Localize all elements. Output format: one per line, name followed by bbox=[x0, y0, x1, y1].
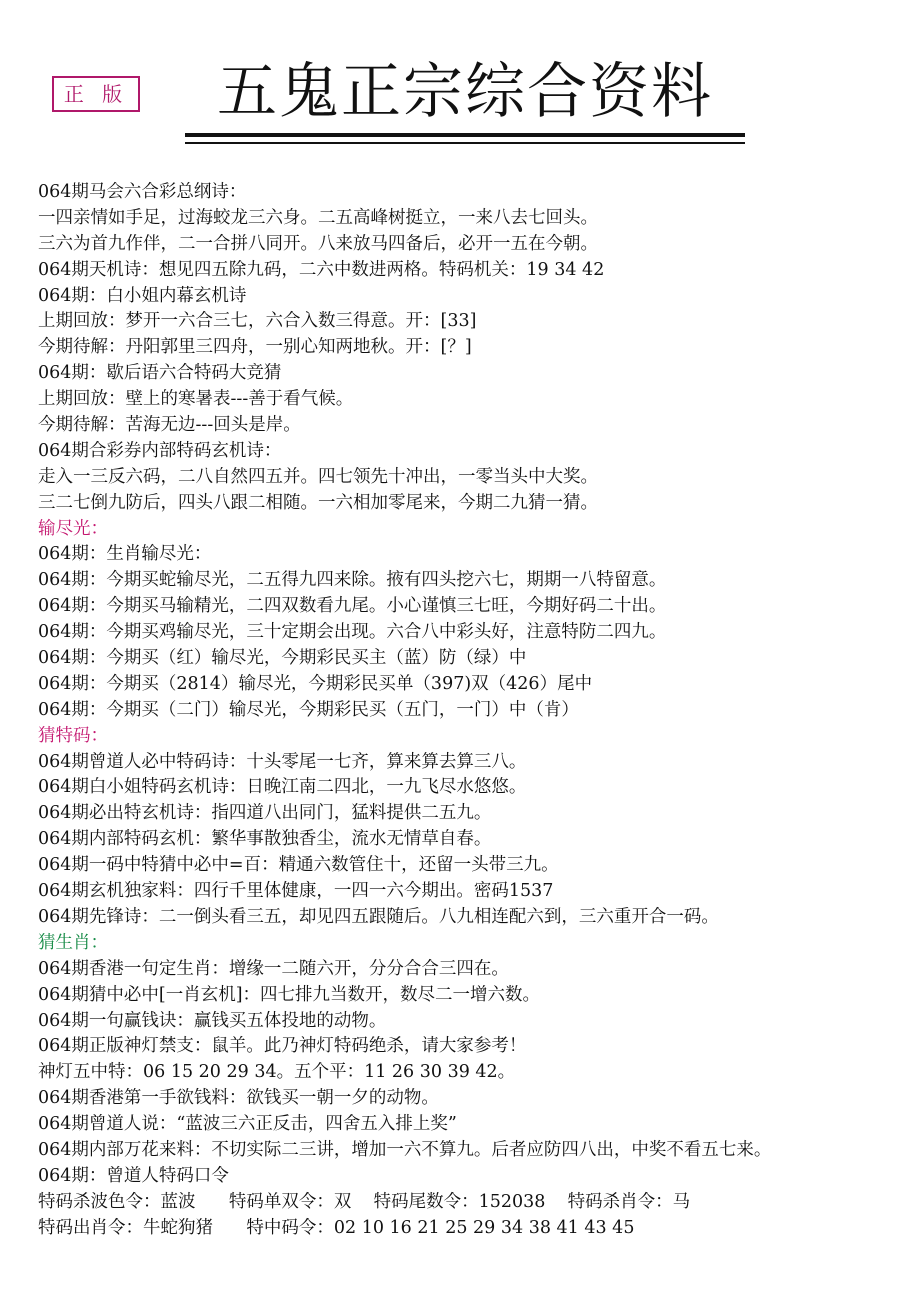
text-line: 064期：今期买（二门）输尽光，今期彩民买（五门，一门）中（肯） bbox=[38, 699, 579, 720]
page-title: 五鬼正宗综合资料 bbox=[217, 57, 713, 127]
text-line: 064期：今期买（红）输尽光，今期彩民买主（蓝）防（绿）中 bbox=[38, 648, 527, 669]
text-line: 064期内部特码玄机：繁华事散独香尘，流水无情草自春。 bbox=[38, 829, 492, 850]
text-line: 064期香港一句定生肖：增缘一二随六开，分分合合三四在。 bbox=[38, 958, 509, 979]
text-line: 064期合彩券内部特码玄机诗： bbox=[38, 440, 282, 461]
text-line: 064期天机诗：想见四五除九码，二六中数进两格。特码机关：19 34 42 bbox=[38, 259, 605, 280]
text-line: 上期回放：壁上的寒暑表---善于看气候。 bbox=[38, 389, 354, 410]
title-underline-thin bbox=[185, 142, 745, 144]
text-line: 064期：歇后语六合特码大竞猜 bbox=[38, 363, 282, 384]
authentic-badge: 正 版 bbox=[52, 76, 140, 112]
text-line: 今期待解：丹阳郭里三四舟，一别心知两地秋。开：[？] bbox=[38, 337, 472, 358]
text-line: 064期：生肖输尽光： bbox=[38, 544, 212, 565]
text-line: 今期待解：苦海无边---回头是岸。 bbox=[38, 415, 301, 436]
text-line: 064期猜中必中[一肖玄机]：四七排九当数开，数尽二一增六数。 bbox=[38, 984, 541, 1005]
text-line: 064期马会六合彩总纲诗： bbox=[38, 182, 247, 202]
text-line: 064期：今期买（2814）输尽光，今期彩民买单（397)双（426）尾中 bbox=[38, 673, 593, 694]
text-line: 064期玄机独家料：四行千里体健康，一四一六今期出。密码1537 bbox=[38, 881, 554, 902]
section-heading: 输尽光： bbox=[38, 518, 108, 539]
text-line: 上期回放：梦开一六合三七，六合入数三得意。开：[33] bbox=[38, 311, 477, 332]
text-line: 064期：白小姐内幕玄机诗 bbox=[38, 285, 247, 306]
text-line: 064期曾道人说：“蓝波三六正反击，四舍五入排上奖” bbox=[38, 1114, 457, 1135]
text-line: 走入一三反六码，二八自然四五并。四七领先十冲出，一零当头中大奖。 bbox=[38, 466, 598, 487]
text-line: 064期：今期买鸡输尽光，三十定期会出现。六合八中彩头好，注意特防二四九。 bbox=[38, 622, 667, 643]
text-line: 064期曾道人必中特码诗：十头零尾一七齐，算来算去算三八。 bbox=[38, 751, 527, 772]
text-line: 064期必出特玄机诗：指四道八出同门，猛料提供二五九。 bbox=[38, 803, 492, 824]
text-line: 064期：曾道人特码口令 bbox=[38, 1165, 229, 1186]
section-heading: 猜特码： bbox=[38, 725, 108, 746]
text-line: 064期一句赢钱诀：赢钱买五体投地的动物。 bbox=[38, 1010, 387, 1031]
text-line: 神灯五中特：06 15 20 29 34。五个平：11 26 30 39 42。 bbox=[38, 1062, 516, 1083]
text-line: 一四亲情如手足，过海蛟龙三六身。二五高峰树挺立，一来八去七回头。 bbox=[38, 207, 598, 228]
text-line: 064期白小姐特码玄机诗：日晚江南二四北，一九飞尽水悠悠。 bbox=[38, 777, 527, 798]
text-line: 064期先锋诗：二一倒头看三五，却见四五跟随后。八九相连配六到，三六重开合一码。 bbox=[38, 906, 719, 927]
title-underline-thick bbox=[185, 133, 745, 137]
text-line: 特码出肖令：牛蛇狗猪 特中码令：02 10 16 21 25 29 34 38 41 43 45 bbox=[38, 1217, 635, 1238]
text-line: 064期：今期买蛇输尽光，二五得九四来除。掖有四头挖六七，期期一八特留意。 bbox=[38, 570, 667, 591]
text-line: 064期正版神灯禁支：鼠羊。此乃神灯特码绝杀，请大家参考！ bbox=[38, 1036, 527, 1057]
text-line: 064期香港第一手欲钱料：欲钱买一朝一夕的动物。 bbox=[38, 1088, 439, 1109]
text-line: 三六为首九作伴，二一合拼八同开。八来放马四备后，必开一五在今朝。 bbox=[38, 233, 598, 254]
document-body bbox=[38, 180, 888, 1242]
section-heading: 猜生肖： bbox=[38, 932, 108, 953]
text-line: 三二七倒九防后，四头八跟二相随。一六相加零尾来，今期二九猜一猜。 bbox=[38, 492, 598, 513]
text-line: 064期内部万花来料：不切实际二三讲，增加一六不算九。后者应防四八出，中奖不看五七来。 bbox=[38, 1139, 772, 1160]
text-line: 064期一码中特猜中必中=百：精通六数管住十，还留一头带三九。 bbox=[38, 855, 559, 876]
text-line: 064期：今期买马输精光，二四双数看九尾。小心谨慎三七旺，今期好码二十出。 bbox=[38, 596, 667, 617]
text-line: 特码杀波色令：蓝波 特码单双令：双 特码尾数令：152038 特码杀肖令：马 bbox=[38, 1191, 691, 1212]
